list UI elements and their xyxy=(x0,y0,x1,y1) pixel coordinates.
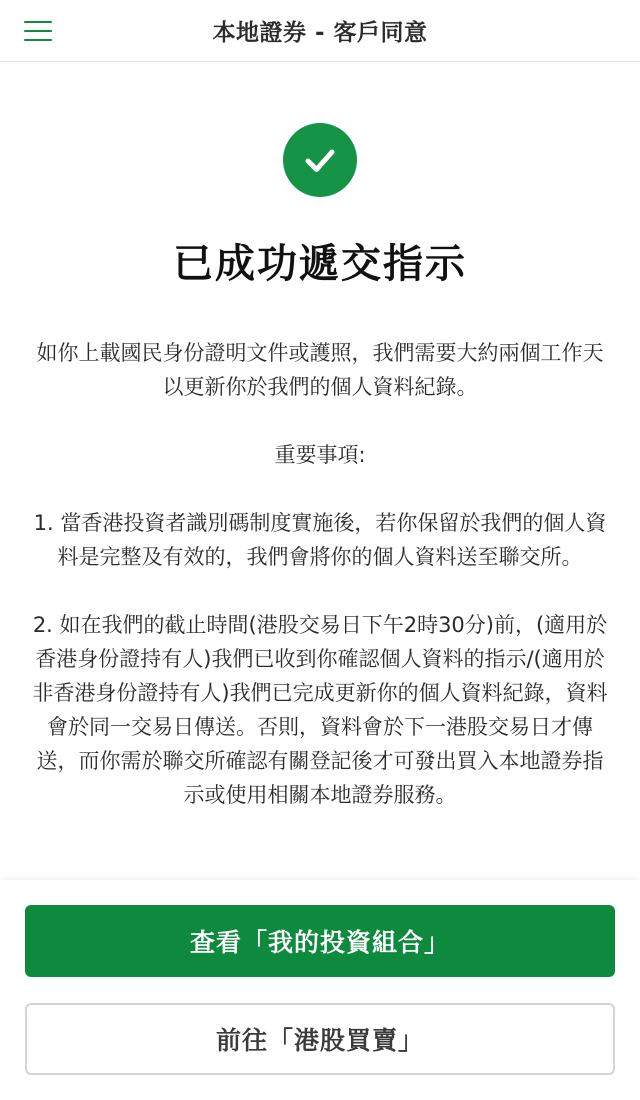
notice-item-1: 1. 當香港投資者識別碼制度實施後，若你保留於我們的個人資料是完整及有效的，我們會將你的個人資料送至聯交所。 xyxy=(33,511,607,569)
check-circle-icon xyxy=(283,123,357,197)
menu-line xyxy=(24,30,52,32)
go-hk-stock-trading-button[interactable]: 前往「港股買賣」 xyxy=(25,1003,615,1075)
page-title: 本地證券 - 客戶同意 xyxy=(212,20,428,46)
notice-item-2: 2. 如在我們的截止時間(港股交易日下午2時30分)前，(適用於香港身份證持有人)我們已收到你確認個人資料的指示/(適用於非香港身份證持有人)我們已完成更新你的個人資料紀錄，資料會於同一交易日傳送。否則，資料會於下一港股交易日才傳送，而你需於聯交所確認有關登記後才可發出買入本地證券指示或使用相關本地證券服務。 xyxy=(32,613,608,807)
hamburger-menu-icon[interactable] xyxy=(24,14,68,48)
checkmark-icon xyxy=(300,140,340,180)
action-bar xyxy=(0,880,640,1100)
view-portfolio-button[interactable]: 查看「我的投資組合」 xyxy=(25,905,615,977)
info-paragraph: 如你上載國民身份證明文件或護照，我們需要大約兩個工作天以更新你於我們的個人資料紀錄。 xyxy=(36,341,604,399)
info-content xyxy=(30,336,610,812)
menu-line xyxy=(24,39,52,41)
app-header xyxy=(0,0,640,62)
success-headline: 已成功遞交指示 xyxy=(173,241,467,287)
important-heading: 重要事項: xyxy=(274,443,366,467)
menu-line xyxy=(24,21,52,23)
